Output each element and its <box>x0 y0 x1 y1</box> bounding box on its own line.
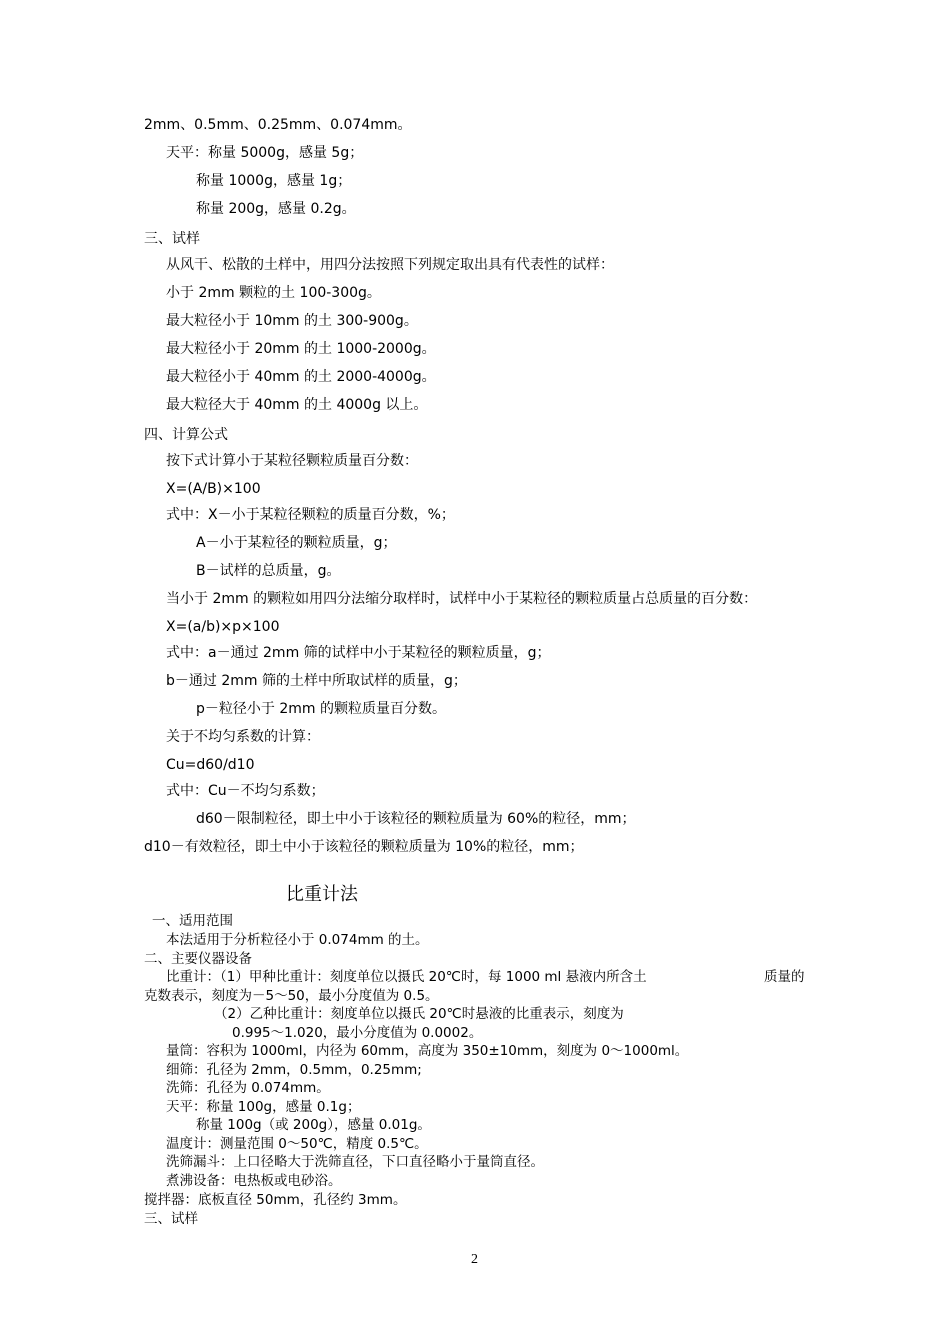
section-heading-sample: 三、试样 <box>144 231 200 247</box>
balance-line-1: 天平：称量 5000g，感量 5g； <box>166 145 364 161</box>
formula-2-b: b－通过 2mm 筛的土样中所取试样的质量，g； <box>166 673 467 689</box>
balance-line-3: 称量 200g，感量 0.2g。 <box>196 201 356 217</box>
sample-line-4: 最大粒径小于 40mm 的土 2000-4000g。 <box>166 369 436 385</box>
formula-2: X=(a/b)×p×100 <box>166 619 280 635</box>
cu-d60: d60－限制粒径，即土中小于该粒径的颗粒质量为 60%的粒径，mm； <box>196 811 636 827</box>
heading-sample-2: 三、试样 <box>144 1211 198 1227</box>
cu-d10: d10－有效粒径，即土中小于该粒径的颗粒质量为 10%的粒径，mm； <box>144 839 584 855</box>
cylinder: 量筒：容积为 1000ml，内径为 60mm，高度为 350±10mm，刻度为 0～1000ml。 <box>166 1043 689 1059</box>
page-number: 2 <box>471 1252 478 1267</box>
wash-sieve: 洗筛：孔径为 0.074mm。 <box>166 1080 330 1096</box>
formula-2-p: p－粒径小于 2mm 的颗粒质量百分数。 <box>196 701 446 717</box>
balance-b: 称量 100g（或 200g），感量 0.01g。 <box>196 1117 431 1133</box>
cu-intro: 关于不均匀系数的计算： <box>166 729 320 745</box>
sample-intro: 从风干、松散的土样中，用四分法按照下列规定取出具有代表性的试样： <box>166 257 614 273</box>
section-heading-formula: 四、计算公式 <box>144 427 228 443</box>
formula-2-intro: 当小于 2mm 的颗粒如用四分法缩分取样时，试样中小于某粒径的颗粒质量占总质量的百分数： <box>166 591 758 607</box>
boiler: 煮沸设备：电热板或电砂浴。 <box>166 1173 342 1189</box>
hydrometer-a-1: 比重计：（1）甲种比重计：刻度单位以摄氏 20℃时，每 1000 ml 悬液内所含土 <box>166 969 647 985</box>
sample-line-2: 最大粒径小于 10mm 的土 300-900g。 <box>166 313 418 329</box>
heading-scope: 一、适用范围 <box>152 913 233 929</box>
scope-text: 本法适用于分析粒径小于 0.074mm 的土。 <box>166 932 429 948</box>
thermometer: 温度计：测量范围 0～50℃，精度 0.5℃。 <box>166 1136 428 1152</box>
funnel: 洗筛漏斗：上口径略大于洗筛直径，下口直径略小于量筒直径。 <box>166 1154 544 1170</box>
balance-line-2: 称量 1000g，感量 1g； <box>196 173 352 189</box>
sample-line-1: 小于 2mm 颗粒的土 100-300g。 <box>166 285 381 301</box>
cu-where: 式中：Cu－不均匀系数； <box>166 783 325 799</box>
balance-a: 天平：称量 100g，感量 0.1g； <box>166 1099 361 1115</box>
formula-1-b: B－试样的总质量，g。 <box>196 563 341 579</box>
formula-1-where: 式中：X－小于某粒径颗粒的质量百分数，%； <box>166 507 455 523</box>
sample-line-5: 最大粒径大于 40mm 的土 4000g 以上。 <box>166 397 428 413</box>
formula-intro: 按下式计算小于某粒径颗粒质量百分数： <box>166 453 418 469</box>
formula-1: X=(A/B)×100 <box>166 481 261 497</box>
hydrometer-a-2: 克数表示，刻度为－5～50，最小分度值为 0.5。 <box>144 988 439 1004</box>
formula-2-a: 式中：a－通过 2mm 筛的试样中小于某粒径的颗粒质量，g； <box>166 645 551 661</box>
heading-equipment: 二、主要仪器设备 <box>144 951 252 967</box>
cu-formula: Cu=d60/d10 <box>166 757 255 773</box>
hydrometer-b-1: （2）乙种比重计：刻度单位以摄氏 20℃时悬液的比重表示，刻度为 <box>214 1006 624 1022</box>
hydrometer-a-1b: 质量的 <box>764 969 805 985</box>
fine-sieve: 细筛：孔径为 2mm，0.5mm，0.25mm; <box>166 1062 422 1078</box>
formula-1-a: A－小于某粒径的颗粒质量，g； <box>196 535 397 551</box>
stirrer: 搅拌器：底板直径 50mm，孔径约 3mm。 <box>144 1192 407 1208</box>
section-title-hydrometer: 比重计法 <box>286 884 358 905</box>
sample-line-3: 最大粒径小于 20mm 的土 1000-2000g。 <box>166 341 436 357</box>
sieve-sizes-cont: 2mm、0.5mm、0.25mm、0.074mm。 <box>144 117 412 133</box>
hydrometer-b-2: 0.995～1.020，最小分度值为 0.0002。 <box>232 1025 483 1041</box>
